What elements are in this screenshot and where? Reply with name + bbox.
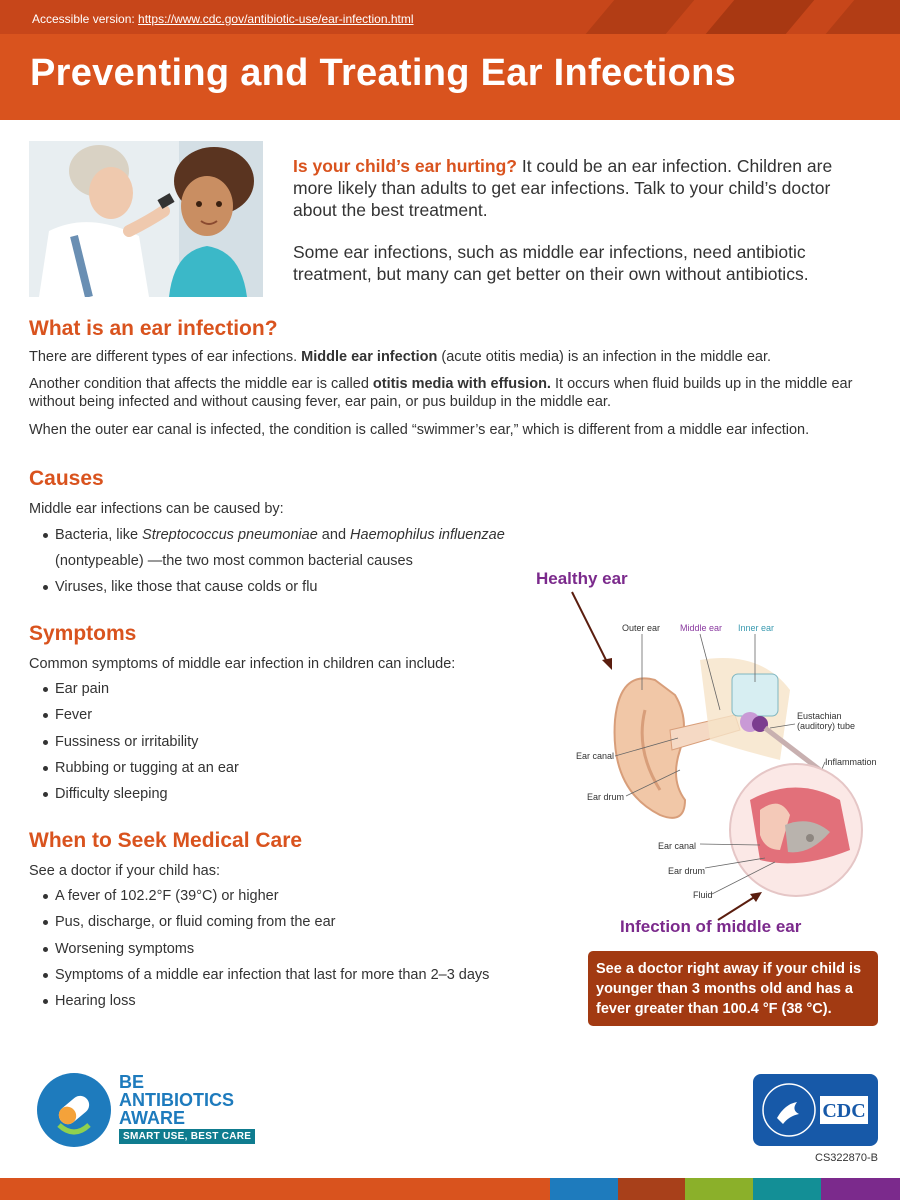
be-antibiotics-aware-logo (37, 1072, 267, 1152)
text-span: (acute otitis media) is an infection in the middle ear. (437, 349, 772, 365)
text-span: Another condition that affects the middle ear is called (29, 376, 373, 392)
list-item: Fussiness or irritability (29, 733, 509, 751)
italic-term: Haemophilus influenzae (350, 527, 505, 543)
intro-text (293, 155, 863, 305)
bar-segment (618, 1178, 685, 1200)
page-title: Preventing and Treating Ear Infections (30, 52, 737, 94)
document-code: CS322870-B (815, 1152, 878, 1164)
ear-anatomy-illustration (560, 600, 890, 910)
intro-paragraph-1-rest: It could be an ear infection. Children are more likely than adults to get ear infections. Talk to your child’s doctor about the best treatment. (293, 156, 833, 220)
list-item: Viruses, like those that cause colds or flu (29, 578, 549, 596)
bar-segment (550, 1178, 618, 1200)
list-item: Pus, discharge, or fluid coming from the ear (29, 913, 569, 931)
intro-paragraph-2: Some ear infections, such as middle ear infections, need antibiotic treatment, but many can get better on their own without antibiotics. (293, 242, 809, 284)
bold-term: otitis media with effusion. (372, 376, 551, 392)
healthy-ear-label: Healthy ear (536, 569, 628, 588)
care-intro: See a doctor if your child has: (29, 863, 221, 879)
bba-line: BE (119, 1072, 145, 1092)
list-item: Fever (29, 706, 509, 724)
care-list (29, 887, 569, 1018)
label-auditory-tube: (auditory) tube (797, 721, 856, 731)
bottom-color-bar (0, 1178, 900, 1200)
label-ear-drum: Ear drum (587, 792, 625, 802)
label-middle-ear: Middle ear (680, 623, 723, 633)
bold-term: Middle ear infection (301, 349, 438, 365)
bar-segment (0, 1178, 550, 1200)
bar-segment (821, 1178, 900, 1200)
intro-lead: Is your child’s ear hurting? (293, 156, 517, 176)
urgent-care-alert: See a doctor right away if your child is younger than 3 months old and has a fever greater than 100.4 °F (38 °C). (588, 951, 878, 1026)
label-ear-canal-infected: Ear canal (658, 841, 697, 851)
cdc-hhs-logo (753, 1074, 878, 1146)
bar-segment (685, 1178, 753, 1200)
list-item: A fever of 102.2°F (39°C) or higher (29, 887, 569, 905)
symptoms-list (29, 680, 509, 811)
symptoms-intro: Common symptoms of middle ear infection in children can include: (29, 656, 456, 672)
section-heading-causes: Causes (29, 467, 104, 490)
accessible-version-note (32, 12, 414, 26)
text-span: (nontypeable) —the two most common bacterial causes (55, 553, 413, 569)
text-span: Bacteria, like (55, 527, 143, 543)
list-item: Ear pain (29, 680, 509, 698)
list-item: Symptoms of a middle ear infection that last for more than 2–3 days (29, 966, 569, 984)
pill-icon (37, 1073, 111, 1147)
what-paragraph-3: When the outer ear canal is infected, the condition is called “swimmer’s ear,” which is different from a middle ear infection. (29, 422, 810, 438)
doctor-examining-child-photo (29, 141, 263, 297)
hhs-eagle-icon (777, 1102, 799, 1124)
list-item: Worsening symptoms (29, 940, 569, 958)
header-banner (0, 0, 900, 120)
causes-list (29, 526, 549, 605)
bba-line: AWARE (119, 1108, 186, 1128)
accessible-prefix: Accessible version: (32, 12, 139, 26)
infected-ear-label: Infection of middle ear (620, 917, 802, 936)
label-inflammation: Inflammation (825, 757, 877, 767)
bba-wordmark (119, 1073, 234, 1127)
accessible-version-link[interactable]: https://www.cdc.gov/antibiotic-use/ear-infection.html (138, 12, 414, 26)
causes-intro: Middle ear infections can be caused by: (29, 501, 284, 517)
label-ear-drum-infected: Ear drum (668, 866, 706, 876)
label-fluid: Fluid (693, 890, 713, 900)
section-heading-what: What is an ear infection? (29, 317, 278, 340)
italic-term: Streptococcus pneumoniae (142, 527, 318, 543)
bba-tagline: SMART USE, BEST CARE (119, 1129, 255, 1144)
what-paragraph-2 (29, 375, 869, 411)
cdc-wordmark: CDC (822, 1100, 866, 1122)
text-span: and (317, 527, 351, 543)
section-heading-care: When to Seek Medical Care (29, 829, 303, 852)
list-item (29, 526, 549, 570)
bar-segment (753, 1178, 821, 1200)
label-eustachian: Eustachian (797, 711, 842, 721)
intro-paragraph-1 (293, 155, 863, 221)
list-item: Difficulty sleeping (29, 785, 509, 803)
label-outer-ear: Outer ear (622, 623, 661, 633)
text-span: It occurs when fluid builds up in the middle ear without being infected and without causing fever, ear pain, or pus buildup in the middle ear. (29, 376, 853, 410)
what-paragraph-1 (29, 348, 869, 366)
bba-line: ANTIBIOTICS (119, 1090, 234, 1110)
label-ear-canal: Ear canal (576, 751, 615, 761)
label-inner-ear: Inner ear (738, 623, 775, 633)
list-item: Rubbing or tugging at an ear (29, 759, 509, 777)
list-item: Hearing loss (29, 992, 569, 1010)
section-heading-symptoms: Symptoms (29, 622, 137, 645)
text-span: There are different types of ear infections. (29, 349, 302, 365)
